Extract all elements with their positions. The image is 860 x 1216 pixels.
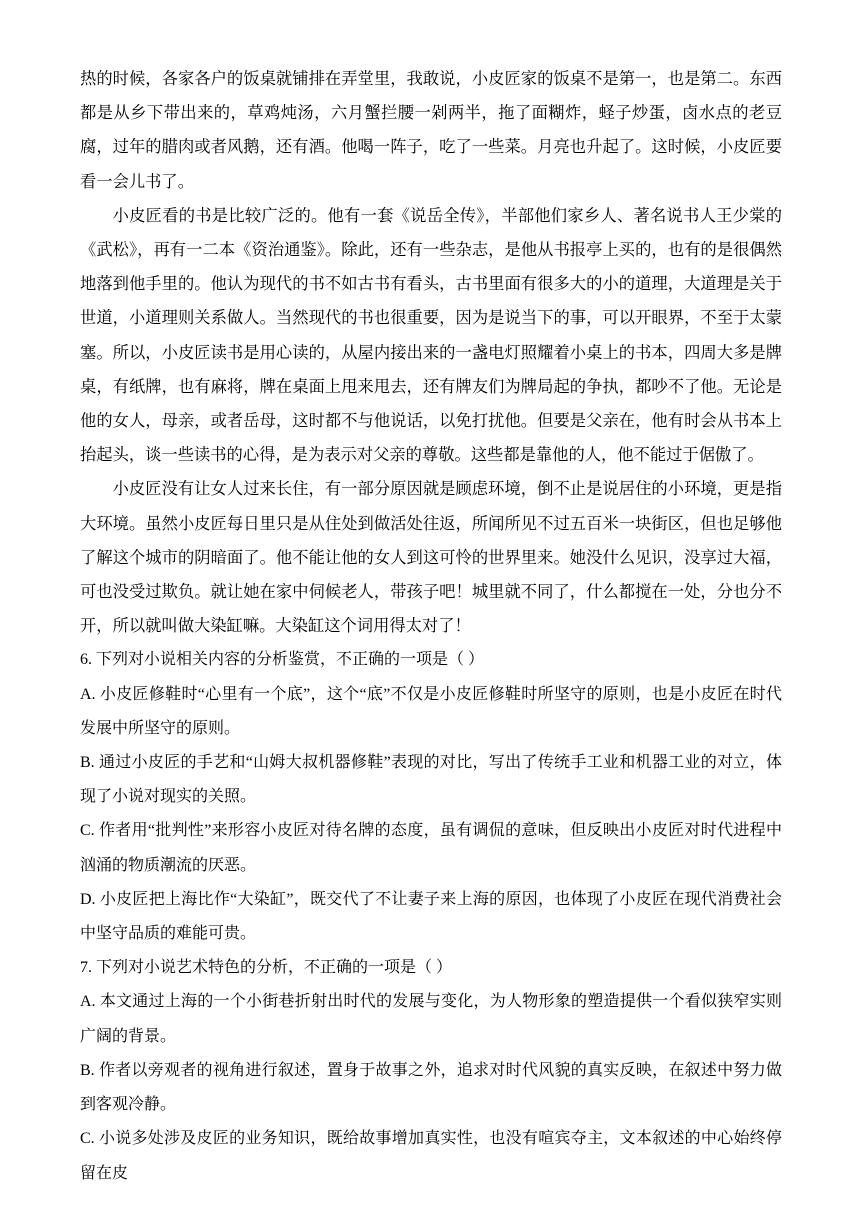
question-7-option-c: C. 小说多处涉及皮匠的业务知识，既给故事增加真实性，也没有喧宾夺主，文本叙述的中心始终停留在皮 (80, 1130, 782, 1182)
question-6-stem: 6. 下列对小说相关内容的分析鉴赏，不正确的一项是（ ） (80, 651, 485, 669)
question-6-option-a: A. 小皮匠修鞋时“心里有一个底”，这个“底”不仅是小皮匠修鞋时所坚守的原则，也是小皮匠在时代发展中所坚守的原则。 (80, 685, 782, 737)
question-7-option-b: B. 作者以旁观者的视角进行叙述，置身于故事之外，追求对时代风貌的真实反映，在叙述中努力做到客观冷静。 (80, 1061, 782, 1114)
question-7-option-a: A. 本文通过上海的一个小街巷折射出时代的发展与变化，为人物形象的塑造提供一个看似狭窄实则广阔的背景。 (80, 993, 782, 1045)
question-6-option-c: C. 作者用“批判性”来形容小皮匠对待名牌的态度，虽有调侃的意味，但反映出小皮匠对时代进程中汹涌的物质潮流的厌恶。 (80, 822, 782, 874)
question-6 (80, 643, 782, 951)
question-6-option-d: D. 小皮匠把上海比作“大染缸”，既交代了不让妻子来上海的原因，也体现了小皮匠在现代消费社会中坚守品质的难能可贵。 (80, 890, 782, 943)
passage-paragraph-3: 小皮匠没有让女人过来长住，有一部分原因就是顾虑环境，倒不止是说居住的小环境，更是指大环境。虽然小皮匠每日里只是从住处到做活处往返，所闻所见不过五百米一块街区，但也足够他了解这个城市的阴暗面了。他不能让他的女人到这可怜的世界里来。她没什么见识，没享过大福，可也没受过欺负。就让她在家中伺候老人，带孩子吧！城里就不同了，什么都搅在一处，分也分不开，所以就叫做大染缸嘛。大染缸这个词用得太对了！ (80, 479, 782, 636)
question-7 (80, 951, 782, 1190)
passage-paragraph-2: 小皮匠看的书是比较广泛的。他有一套《说岳全传》，半部他们家乡人、著名说书人王少棠的《武松》，再有一二本《资治通鉴》。除此，还有一些杂志，是他从书报亭上买的，也有的是很偶然地落到他手里的。他认为现代的书不如古书有看头，古书里面有很多大的小的道理，大道理是关于世道，小道理则关系做人。当然现代的书也很重要，因为是说当下的事，可以开眼界，不至于太蒙塞。所以，小皮匠读书是用心读的，从屋内接出来的一盏电灯照耀着小桌上的书本，四周大多是牌桌，有纸牌，也有麻将，牌在桌面上甩来甩去，还有牌友们为牌局起的争执，都吵不了他。无论是他的女人，母亲，或者岳母，这时都不与他说话，以免打扰他。但要是父亲在，他有时会从书本上抬起头，谈一些读书的心得，是为表示对父亲的尊敬。这些都是靠他的人，他不能过于倨傲了。 (80, 205, 782, 465)
question-6-option-b: B. 通过小皮匠的手艺和“山姆大叔机器修鞋”表现的对比，写出了传统手工业和机器工业的对立，体现了小说对现实的关照。 (80, 754, 782, 806)
question-7-stem: 7. 下列对小说艺术特色的分析，不正确的一项是（ ） (80, 959, 453, 977)
passage-paragraph-1: 热的时候，各家各户的饭桌就铺排在弄堂里，我敢说，小皮匠家的饭桌不是第一，也是第二。东西都是从乡下带出来的，草鸡炖汤，六月蟹拦腰一剁两半，拖了面糊炸，蛏子炒蛋，卤水点的老豆腐，过年的腊肉或者风鹅，还有酒。他喝一阵子，吃了一些菜。月亮也升起了。这时候，小皮匠要看一会儿书了。 (80, 69, 782, 191)
document-page (80, 62, 782, 1191)
